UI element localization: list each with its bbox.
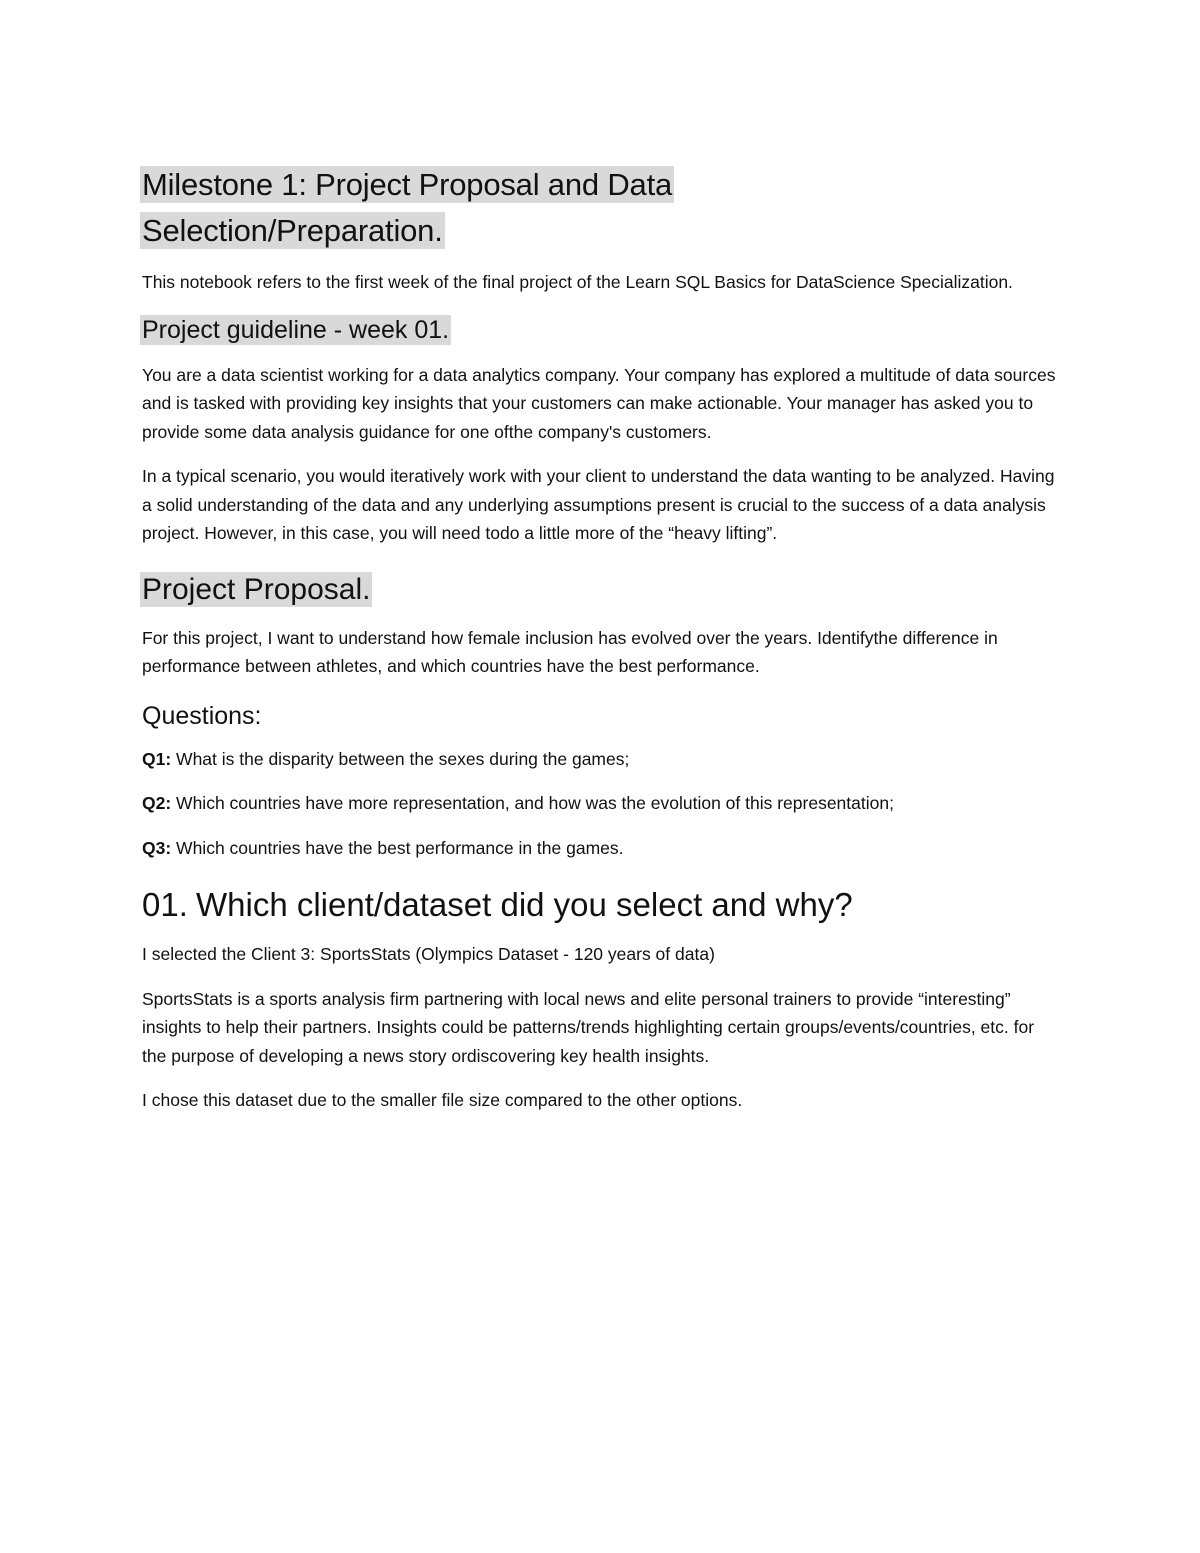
- title-line-2: Selection/Preparation.: [142, 213, 443, 248]
- guideline-paragraph-1: You are a data scientist working for a data analytics company. Your company has explored a multitude of data sources and is tasked with providing key insights that your customers can make actionable. Your manager has asked you to provide some data analysis guidance for one ofthe company's customers.: [142, 364, 1056, 442]
- guideline-heading: [142, 313, 1062, 347]
- question-item: [142, 834, 1062, 863]
- question-label: Q2:: [142, 793, 172, 813]
- section-paragraph-3: I chose this dataset due to the smaller file size compared to the other options.: [142, 1090, 743, 1110]
- question-text: What is the disparity between the sexes during the games;: [171, 748, 630, 769]
- section-paragraph-1: I selected the Client 3: SportsStats (Olympics Dataset - 120 years of data): [142, 944, 715, 964]
- proposal-heading-text: Project Proposal.: [142, 572, 371, 606]
- title-line-1: Milestone 1: Project Proposal and Data: [142, 167, 673, 202]
- page-title: [142, 162, 1062, 254]
- question-label: Q3:: [142, 837, 172, 858]
- section-heading: [142, 884, 1062, 926]
- section-number: 01.: [142, 886, 188, 923]
- question-text: Which countries have more representation, and how was the evolution of this representation;: [171, 793, 894, 813]
- proposal-paragraph: For this project, I want to understand how female inclusion has evolved over the years. Identifythe difference in performance between athletes, and which countries have the best performance.: [142, 627, 998, 676]
- guideline-paragraph-2: In a typical scenario, you would iteratively work with your client to understand the data wanting to be analyzed. Having a solid understanding of the data and any underlying assumptions present is crucial to the success of a data analysis project. However, in this case, you will need todo a little more of the “heavy lifting”.: [142, 466, 1055, 543]
- question-item: [142, 745, 1062, 774]
- section-paragraph-2: SportsStats is a sports analysis firm partnering with local news and elite personal trainers to provide “interesting” insights to help their partners. Insights could be patterns/trends highlighting certain groups/events/countries, etc. for the purpose of developing a news story ordiscovering key health insights.: [142, 988, 1035, 1066]
- proposal-heading: [142, 570, 1062, 610]
- intro-paragraph: This notebook refers to the first week of the final project of the Learn SQL Basics for DataScience Specialization.: [142, 272, 1013, 292]
- question-text: Which countries have the best performance in the games.: [171, 837, 624, 858]
- questions-heading: Questions:: [142, 701, 262, 730]
- question-item: [142, 789, 1062, 818]
- section-title: Which client/dataset did you select and why?: [196, 886, 853, 923]
- question-label: Q1:: [142, 748, 172, 769]
- guideline-heading-text: Project guideline - week 01.: [142, 315, 450, 344]
- document-body: [142, 162, 1062, 1131]
